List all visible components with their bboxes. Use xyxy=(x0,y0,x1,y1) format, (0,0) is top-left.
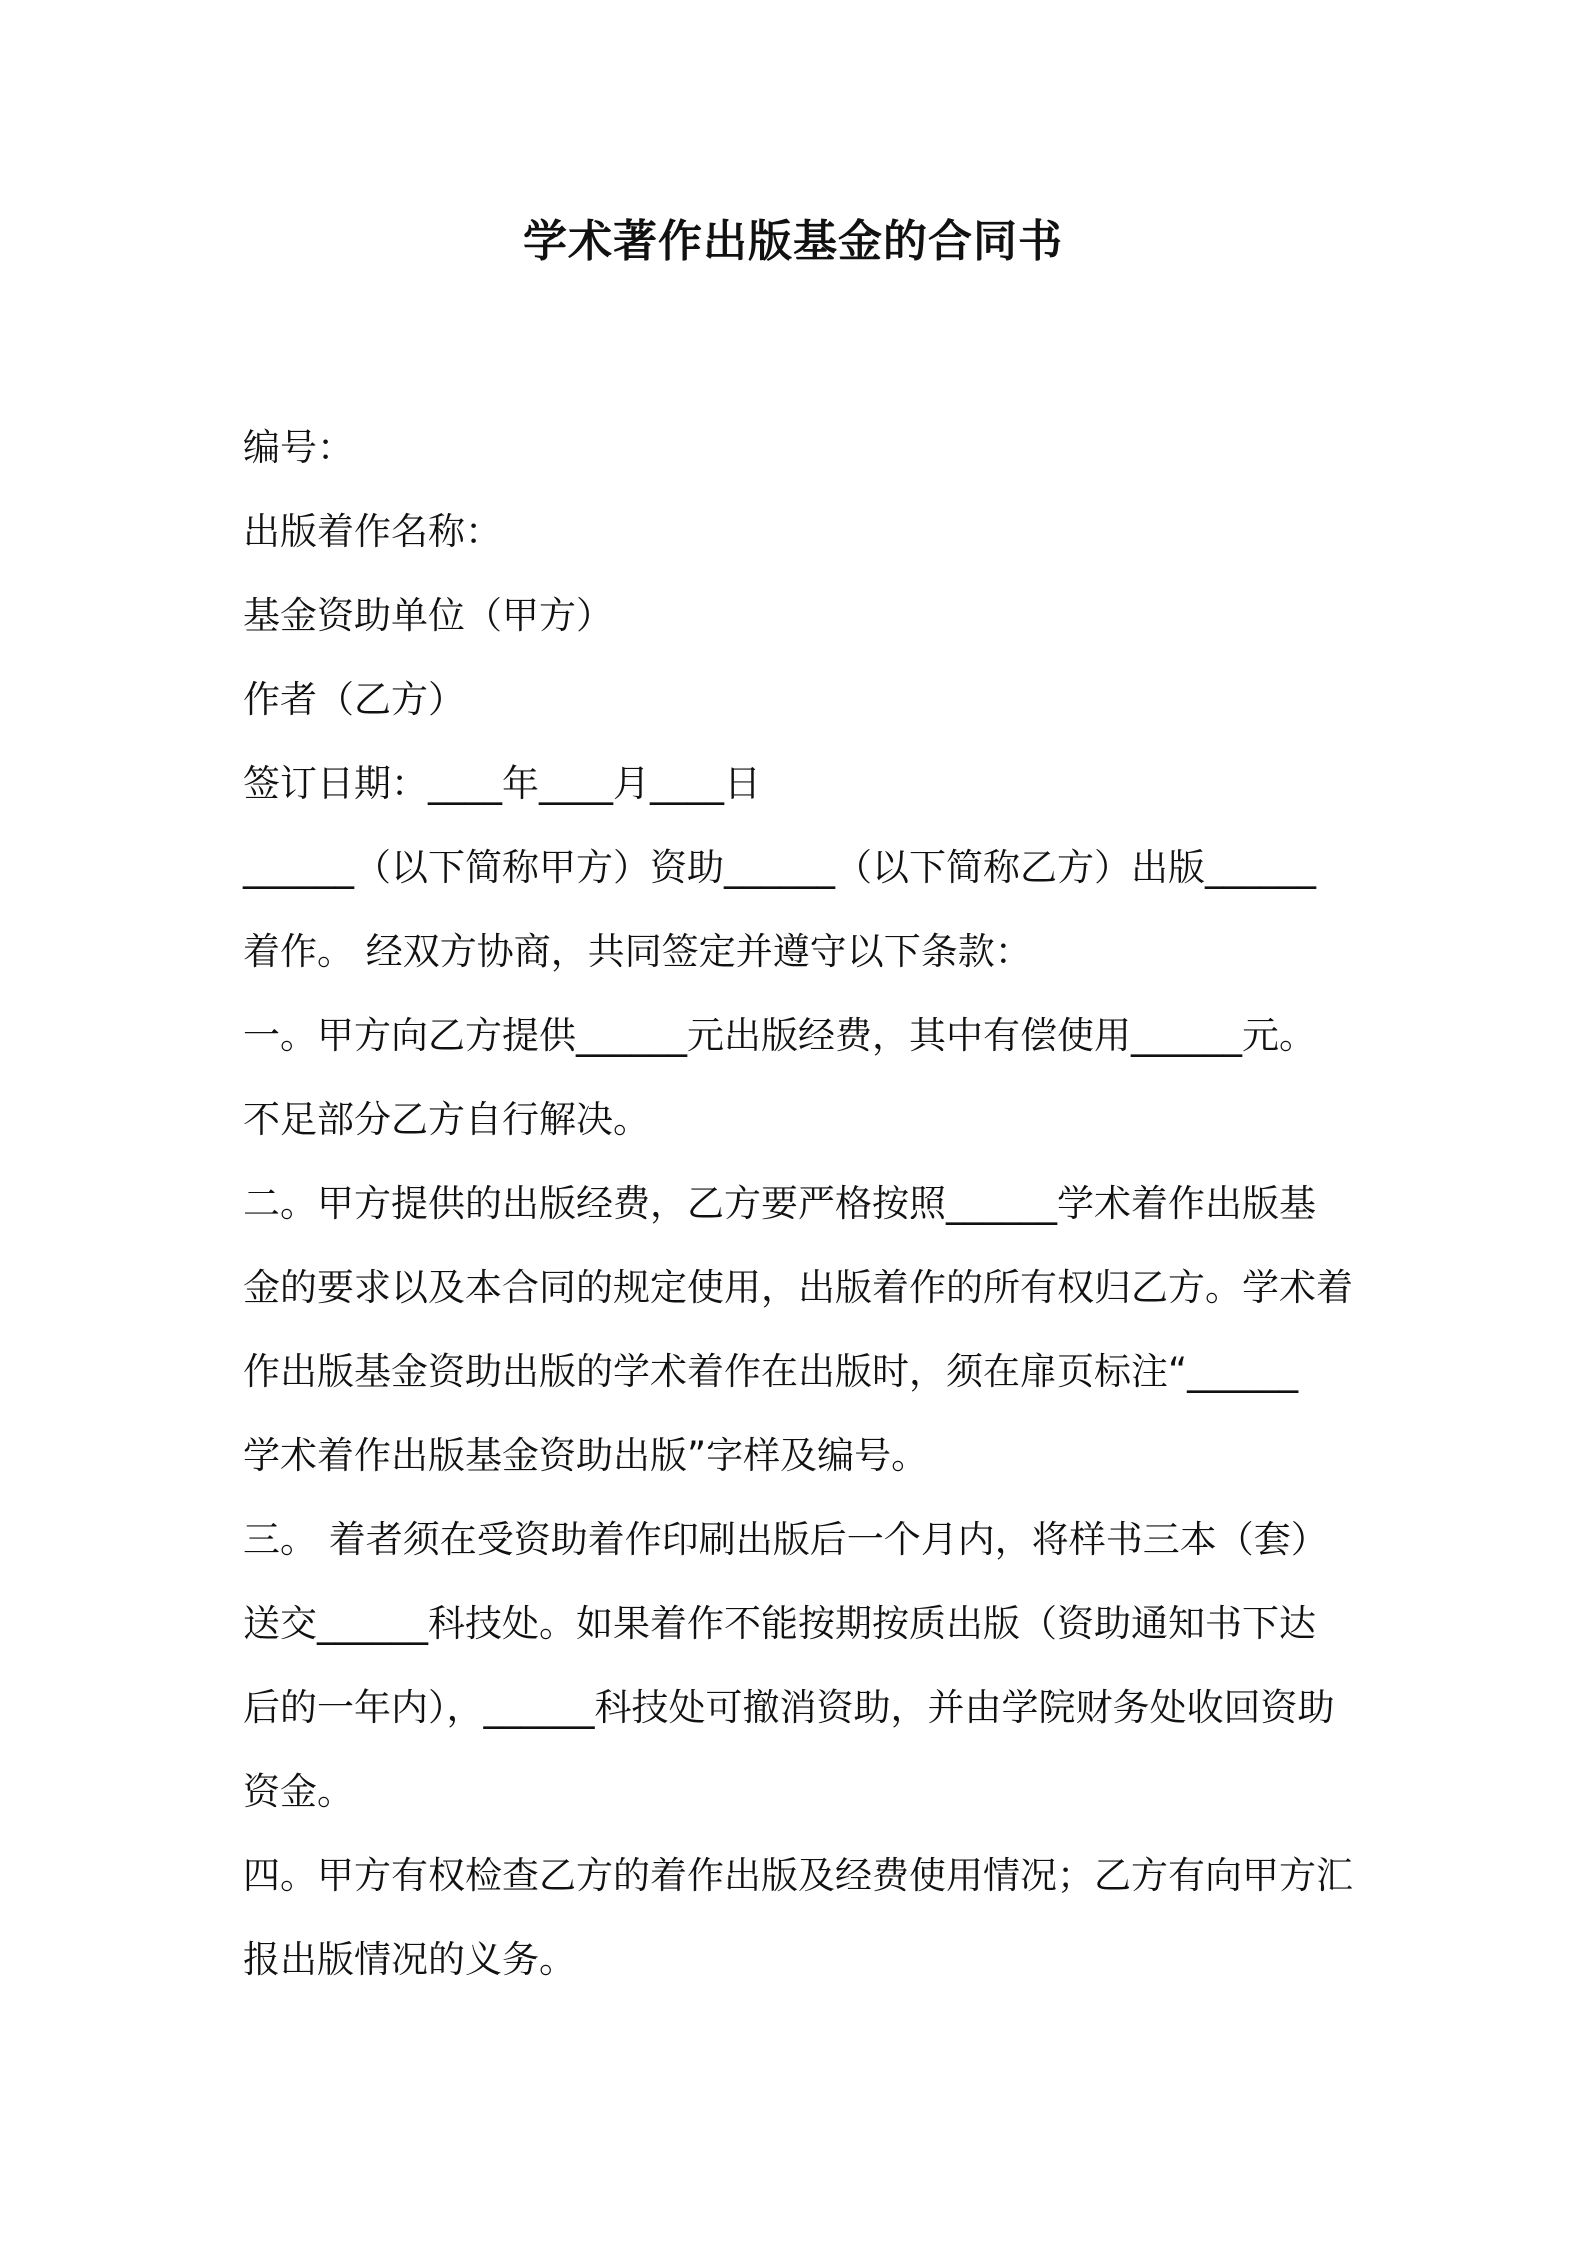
clause-line: 报出版情况的义务。 xyxy=(243,1938,576,1981)
contract-number-line: 编号： xyxy=(243,426,354,469)
document-title: 学术著作出版基金的合同书 xyxy=(523,216,1063,267)
funding-party-line: 基金资助单位（甲方） xyxy=(243,594,613,637)
clause-line: 作出版基金资助出版的学术着作在出版时，须在扉页标注“______ xyxy=(243,1350,1299,1393)
clause-line: 三。 着者须在受资助着作印刷出版后一个月内，将样书三本（套） xyxy=(243,1518,1328,1561)
clause-line: 不足部分乙方自行解决。 xyxy=(243,1098,650,1141)
contract-body xyxy=(243,406,1355,2002)
clause-line: 送交______科技处。如果着作不能按期按质出版（资助通知书下达 xyxy=(243,1602,1316,1645)
clause-line: 后的一年内），______科技处可撤消资助，并由学院财务处收回资助 xyxy=(243,1686,1335,1729)
work-name-line: 出版着作名称： xyxy=(243,510,502,553)
clause-line: 资金。 xyxy=(243,1770,354,1813)
clause-line: 四。甲方有权检查乙方的着作出版及经费使用情况；乙方有向甲方汇 xyxy=(243,1854,1353,1897)
clause-line: 二。甲方提供的出版经费，乙方要严格按照______学术着作出版基 xyxy=(243,1182,1316,1225)
author-party-line: 作者（乙方） xyxy=(243,678,465,721)
signing-date-line: 签订日期：____年____月____日 xyxy=(243,762,761,805)
clause-line: 学术着作出版基金资助出版”字样及编号。 xyxy=(243,1434,929,1477)
preamble-line: 着作。 经双方协商，共同签定并遵守以下条款： xyxy=(243,930,1032,973)
preamble-line: ______（以下简称甲方）资助______（以下简称乙方）出版______ xyxy=(243,846,1316,889)
clause-line: 金的要求以及本合同的规定使用，出版着作的所有权归乙方。学术着 xyxy=(243,1266,1353,1309)
clause-line: 一。甲方向乙方提供______元出版经费，其中有偿使用______元。 xyxy=(243,1014,1316,1057)
